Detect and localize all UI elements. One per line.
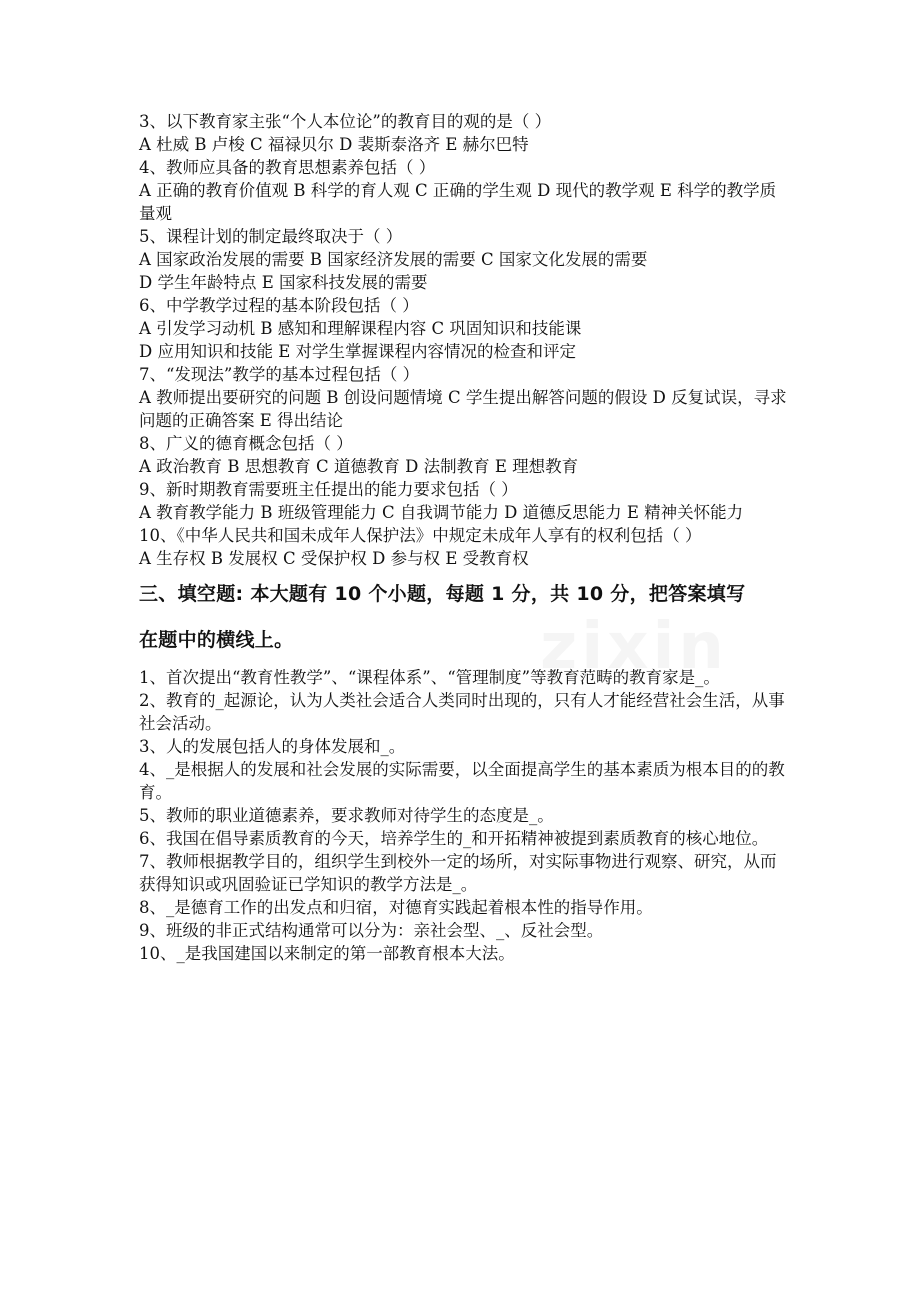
question-8-options: A 政治教育 B 思想教育 C 道德教育 D 法制教育 E 理想教育: [139, 457, 579, 476]
question-9-options: A 教育教学能力 B 班级管理能力 C 自我调节能力 D 道德反思能力 E 精神关怀能力: [139, 503, 744, 522]
question-5-options-a: A 国家政治发展的需要 B 国家经济发展的需要 C 国家文化发展的需要: [139, 250, 648, 269]
fill-blank-3: 3、人的发展包括人的身体发展和_。: [139, 737, 406, 756]
section-three-title-continued: 在题中的横线上。: [139, 629, 294, 651]
watermark: zixin: [540, 610, 728, 684]
question-8: 8、广义的德育概念包括（ ）: [139, 434, 353, 453]
question-3: 3、以下教育家主张“个人本位论”的教育目的观的是（ ）: [139, 112, 552, 131]
question-3-options: A 杜威 B 卢梭 C 福禄贝尔 D 裴斯泰洛齐 E 赫尔巴特: [139, 135, 529, 154]
fill-blank-9: 9、班级的非正式结构通常可以分为：亲社会型、_、反社会型。: [139, 921, 604, 940]
question-10: 10、《中华人民共和国未成年人保护法》中规定未成年人享有的权利包括（ ）: [139, 526, 702, 545]
question-7: 7、“发现法”教学的基本过程包括（ ）: [139, 365, 420, 384]
question-7-options: A 教师提出要研究的问题 B 创设问题情境 C 学生提出解答问题的假设 D 反复试误，寻求问题的正确答案 E 得出结论: [139, 388, 787, 430]
question-6: 6、中学教学过程的基本阶段包括（ ）: [139, 296, 419, 315]
question-10-options: A 生存权 B 发展权 C 受保护权 D 参与权 E 受教育权: [139, 549, 529, 568]
fill-blank-8: 8、_是德育工作的出发点和归宿，对德育实践起着根本性的指导作用。: [139, 898, 653, 917]
question-6-options-b: D 应用知识和技能 E 对学生掌握课程内容情况的检查和评定: [139, 342, 577, 361]
document-content: [139, 110, 789, 965]
question-5: 5、课程计划的制定最终取决于（ ）: [139, 227, 403, 246]
fill-blank-1: 1、首次提出“教育性教学”、“课程体系”、“管理制度”等教育范畴的教育家是_。: [139, 668, 720, 687]
question-4-options: A 正确的教育价值观 B 科学的育人观 C 正确的学生观 D 现代的教学观 E 科学的教学质量观: [139, 181, 777, 223]
question-4: 4、教师应具备的教育思想素养包括（ ）: [139, 158, 436, 177]
fill-blank-5: 5、教师的职业道德素养，要求教师对待学生的态度是_。: [139, 806, 554, 825]
question-5-options-b: D 学生年龄特点 E 国家科技发展的需要: [139, 273, 428, 292]
question-6-options-a: A 引发学习动机 B 感知和理解课程内容 C 巩固知识和技能课: [139, 319, 582, 338]
question-9: 9、新时期教育需要班主任提出的能力要求包括（ ）: [139, 480, 518, 499]
fill-blank-10: 10、_是我国建国以来制定的第一部教育根本大法。: [139, 944, 515, 963]
fill-blank-4: 4、_是根据人的发展和社会发展的实际需要，以全面提高学生的基本素质为根本目的的教育。: [139, 760, 785, 802]
fill-blank-7: 7、教师根据教学目的，组织学生到校外一定的场所，对实际事物进行观察、研究，从而获得知识或巩固验证已学知识的教学方法是_。: [139, 852, 777, 894]
fill-blank-6: 6、我国在倡导素质教育的今天，培养学生的_和开拓精神被提到素质教育的核心地位。: [139, 829, 769, 848]
section-three-title: 三、填空题: 本大题有 10 个小题，每题 1 分，共 10 分，把答案填写: [139, 583, 746, 605]
fill-blank-2: 2、教育的_起源论，认为人类社会适合人类同时出现的，只有人才能经营社会生活，从事社会活动。: [139, 691, 785, 733]
